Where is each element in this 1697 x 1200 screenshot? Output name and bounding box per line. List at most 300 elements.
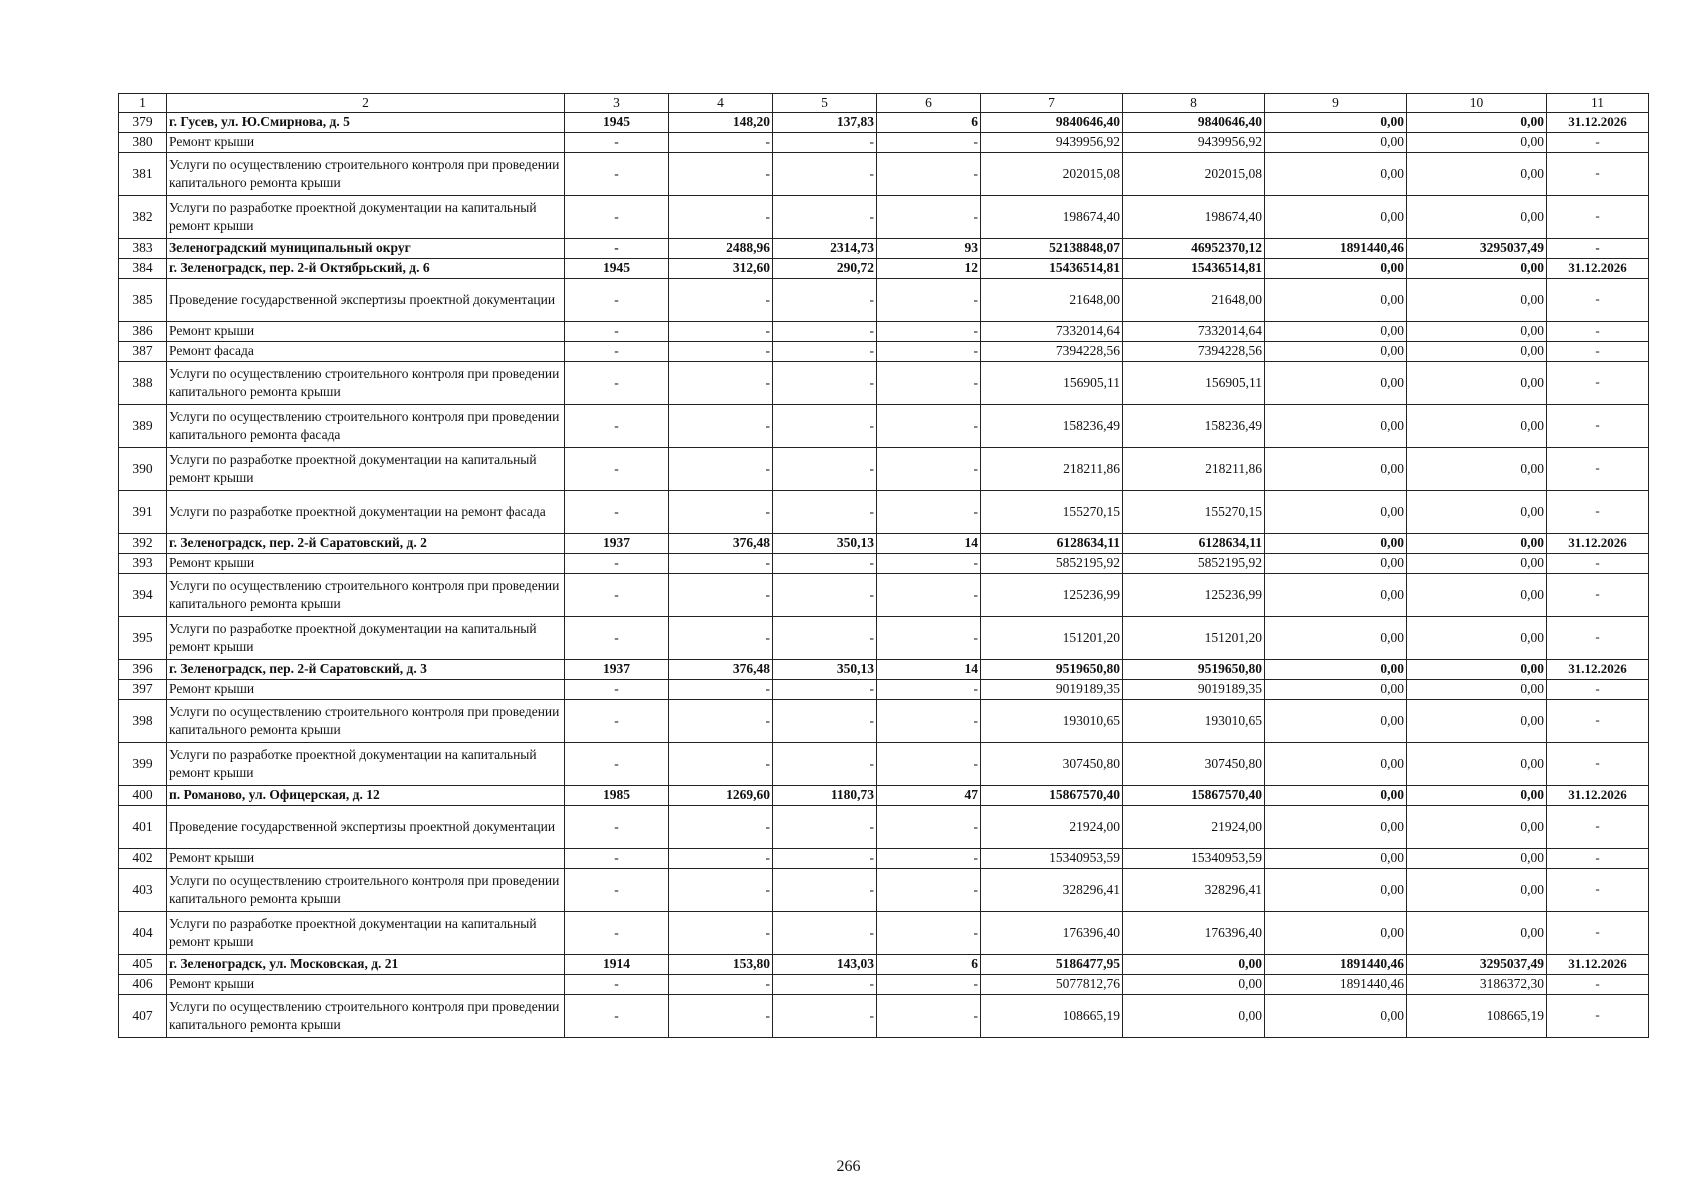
- area-living-cell: -: [773, 321, 877, 341]
- deadline-cell: -: [1547, 447, 1649, 490]
- cost-fund-cell: 151201,20: [1123, 616, 1265, 659]
- table-row: [119, 152, 1649, 195]
- column-header: 7: [981, 94, 1123, 113]
- residents-cell: -: [877, 974, 981, 994]
- cost-total-cell: 7394228,56: [981, 341, 1123, 361]
- cost-fund-cell: 7394228,56: [1123, 341, 1265, 361]
- work-name-cell: Услуги по осуществлению строительного контроля при проведении капитального ремонта крыши: [167, 868, 565, 911]
- deadline-cell: 31.12.2026: [1547, 659, 1649, 679]
- area-living-cell: -: [773, 341, 877, 361]
- work-name-cell: г. Зеленоградск, ул. Московская, д. 21: [167, 954, 565, 974]
- year-cell: 1937: [565, 533, 669, 553]
- cost-owners-cell: 3295037,49: [1407, 954, 1547, 974]
- area-total-cell: 312,60: [669, 258, 773, 278]
- table-row: [119, 659, 1649, 679]
- deadline-cell: -: [1547, 278, 1649, 321]
- area-living-cell: -: [773, 404, 877, 447]
- residents-cell: -: [877, 195, 981, 238]
- year-cell: -: [565, 278, 669, 321]
- table-row: [119, 132, 1649, 152]
- area-living-cell: -: [773, 868, 877, 911]
- row-number-cell: 389: [119, 404, 167, 447]
- cost-owners-cell: 0,00: [1407, 699, 1547, 742]
- area-total-cell: -: [669, 553, 773, 573]
- cost-budget-cell: 0,00: [1265, 911, 1407, 954]
- year-cell: -: [565, 195, 669, 238]
- area-total-cell: 376,48: [669, 659, 773, 679]
- work-name-cell: г. Зеленоградск, пер. 2-й Саратовский, д. 2: [167, 533, 565, 553]
- work-name-cell: Услуги по осуществлению строительного контроля при проведении капитального ремонта крыши: [167, 994, 565, 1037]
- cost-budget-cell: 0,00: [1265, 659, 1407, 679]
- area-living-cell: 350,13: [773, 659, 877, 679]
- cost-fund-cell: 156905,11: [1123, 361, 1265, 404]
- year-cell: -: [565, 238, 669, 258]
- table-row: [119, 258, 1649, 278]
- row-number-cell: 381: [119, 152, 167, 195]
- cost-owners-cell: 0,00: [1407, 805, 1547, 848]
- residents-cell: -: [877, 868, 981, 911]
- table-row: [119, 404, 1649, 447]
- cost-fund-cell: 9840646,40: [1123, 112, 1265, 132]
- area-living-cell: -: [773, 616, 877, 659]
- cost-total-cell: 5186477,95: [981, 954, 1123, 974]
- row-number-cell: 386: [119, 321, 167, 341]
- cost-owners-cell: 0,00: [1407, 278, 1547, 321]
- row-number-cell: 380: [119, 132, 167, 152]
- row-number-cell: 390: [119, 447, 167, 490]
- area-total-cell: -: [669, 152, 773, 195]
- cost-owners-cell: 0,00: [1407, 679, 1547, 699]
- cost-owners-cell: 0,00: [1407, 132, 1547, 152]
- residents-cell: -: [877, 911, 981, 954]
- row-number-cell: 400: [119, 785, 167, 805]
- cost-fund-cell: 21648,00: [1123, 278, 1265, 321]
- area-living-cell: -: [773, 974, 877, 994]
- cost-fund-cell: 0,00: [1123, 974, 1265, 994]
- residents-cell: -: [877, 553, 981, 573]
- cost-budget-cell: 0,00: [1265, 195, 1407, 238]
- year-cell: -: [565, 699, 669, 742]
- cost-budget-cell: 0,00: [1265, 447, 1407, 490]
- work-name-cell: г. Зеленоградск, пер. 2-й Октябрьский, д. 6: [167, 258, 565, 278]
- deadline-cell: -: [1547, 699, 1649, 742]
- area-living-cell: -: [773, 152, 877, 195]
- residents-cell: -: [877, 994, 981, 1037]
- deadline-cell: -: [1547, 911, 1649, 954]
- area-total-cell: -: [669, 742, 773, 785]
- column-header: 11: [1547, 94, 1649, 113]
- cost-budget-cell: 0,00: [1265, 616, 1407, 659]
- residents-cell: 14: [877, 533, 981, 553]
- work-name-cell: Проведение государственной экспертизы проектной документации: [167, 805, 565, 848]
- work-name-cell: п. Романово, ул. Офицерская, д. 12: [167, 785, 565, 805]
- work-name-cell: Ремонт крыши: [167, 974, 565, 994]
- cost-fund-cell: 15340953,59: [1123, 848, 1265, 868]
- cost-fund-cell: 193010,65: [1123, 699, 1265, 742]
- cost-total-cell: 9439956,92: [981, 132, 1123, 152]
- cost-owners-cell: 0,00: [1407, 195, 1547, 238]
- table-row: [119, 679, 1649, 699]
- residents-cell: -: [877, 699, 981, 742]
- year-cell: 1945: [565, 112, 669, 132]
- table-row: [119, 112, 1649, 132]
- table-row: [119, 974, 1649, 994]
- area-living-cell: -: [773, 490, 877, 533]
- cost-fund-cell: 0,00: [1123, 994, 1265, 1037]
- cost-owners-cell: 108665,19: [1407, 994, 1547, 1037]
- cost-total-cell: 5852195,92: [981, 553, 1123, 573]
- column-header: 5: [773, 94, 877, 113]
- deadline-cell: 31.12.2026: [1547, 954, 1649, 974]
- cost-total-cell: 125236,99: [981, 573, 1123, 616]
- work-name-cell: Услуги по разработке проектной документации на ремонт фасада: [167, 490, 565, 533]
- cost-fund-cell: 158236,49: [1123, 404, 1265, 447]
- year-cell: -: [565, 868, 669, 911]
- cost-budget-cell: 0,00: [1265, 361, 1407, 404]
- row-number-cell: 406: [119, 974, 167, 994]
- row-number-cell: 383: [119, 238, 167, 258]
- cost-total-cell: 52138848,07: [981, 238, 1123, 258]
- deadline-cell: -: [1547, 195, 1649, 238]
- work-name-cell: Ремонт крыши: [167, 132, 565, 152]
- row-number-cell: 391: [119, 490, 167, 533]
- cost-total-cell: 158236,49: [981, 404, 1123, 447]
- deadline-cell: -: [1547, 132, 1649, 152]
- work-name-cell: Зеленоградский муниципальный округ: [167, 238, 565, 258]
- table-row: [119, 321, 1649, 341]
- cost-budget-cell: 0,00: [1265, 553, 1407, 573]
- row-number-cell: 401: [119, 805, 167, 848]
- cost-owners-cell: 3186372,30: [1407, 974, 1547, 994]
- work-name-cell: Услуги по осуществлению строительного контроля при проведении капитального ремонта крыши: [167, 152, 565, 195]
- work-name-cell: Ремонт крыши: [167, 553, 565, 573]
- work-name-cell: г. Гусев, ул. Ю.Смирнова, д. 5: [167, 112, 565, 132]
- year-cell: -: [565, 911, 669, 954]
- residents-cell: 47: [877, 785, 981, 805]
- cost-fund-cell: 6128634,11: [1123, 533, 1265, 553]
- year-cell: -: [565, 848, 669, 868]
- area-total-cell: -: [669, 278, 773, 321]
- row-number-cell: 392: [119, 533, 167, 553]
- area-living-cell: 350,13: [773, 533, 877, 553]
- row-number-cell: 382: [119, 195, 167, 238]
- area-total-cell: -: [669, 679, 773, 699]
- deadline-cell: -: [1547, 321, 1649, 341]
- residents-cell: 12: [877, 258, 981, 278]
- cost-budget-cell: 0,00: [1265, 848, 1407, 868]
- residents-cell: -: [877, 490, 981, 533]
- area-living-cell: -: [773, 994, 877, 1037]
- work-name-cell: Ремонт фасада: [167, 341, 565, 361]
- area-living-cell: 1180,73: [773, 785, 877, 805]
- cost-total-cell: 151201,20: [981, 616, 1123, 659]
- cost-owners-cell: 0,00: [1407, 152, 1547, 195]
- cost-budget-cell: 0,00: [1265, 868, 1407, 911]
- deadline-cell: -: [1547, 679, 1649, 699]
- residents-cell: -: [877, 447, 981, 490]
- cost-fund-cell: 15436514,81: [1123, 258, 1265, 278]
- cost-fund-cell: 7332014,64: [1123, 321, 1265, 341]
- cost-fund-cell: 0,00: [1123, 954, 1265, 974]
- cost-fund-cell: 202015,08: [1123, 152, 1265, 195]
- area-living-cell: -: [773, 805, 877, 848]
- area-living-cell: -: [773, 848, 877, 868]
- area-total-cell: -: [669, 404, 773, 447]
- deadline-cell: -: [1547, 994, 1649, 1037]
- cost-budget-cell: 0,00: [1265, 321, 1407, 341]
- table-row: [119, 195, 1649, 238]
- table-row: [119, 785, 1649, 805]
- cost-fund-cell: 307450,80: [1123, 742, 1265, 785]
- cost-budget-cell: 0,00: [1265, 994, 1407, 1037]
- area-living-cell: 143,03: [773, 954, 877, 974]
- area-living-cell: -: [773, 742, 877, 785]
- cost-total-cell: 176396,40: [981, 911, 1123, 954]
- cost-budget-cell: 0,00: [1265, 152, 1407, 195]
- cost-total-cell: 202015,08: [981, 152, 1123, 195]
- cost-total-cell: 108665,19: [981, 994, 1123, 1037]
- cost-fund-cell: 328296,41: [1123, 868, 1265, 911]
- cost-owners-cell: 0,00: [1407, 573, 1547, 616]
- cost-budget-cell: 0,00: [1265, 533, 1407, 553]
- cost-fund-cell: 218211,86: [1123, 447, 1265, 490]
- area-total-cell: -: [669, 848, 773, 868]
- row-number-cell: 384: [119, 258, 167, 278]
- column-header: 10: [1407, 94, 1547, 113]
- cost-owners-cell: 0,00: [1407, 321, 1547, 341]
- year-cell: -: [565, 447, 669, 490]
- cost-owners-cell: 0,00: [1407, 361, 1547, 404]
- deadline-cell: -: [1547, 868, 1649, 911]
- year-cell: 1937: [565, 659, 669, 679]
- area-living-cell: -: [773, 699, 877, 742]
- year-cell: -: [565, 742, 669, 785]
- cost-total-cell: 15340953,59: [981, 848, 1123, 868]
- cost-fund-cell: 125236,99: [1123, 573, 1265, 616]
- cost-budget-cell: 0,00: [1265, 404, 1407, 447]
- page-number: 266: [836, 1158, 861, 1175]
- cost-budget-cell: 1891440,46: [1265, 974, 1407, 994]
- cost-total-cell: 15436514,81: [981, 258, 1123, 278]
- work-name-cell: Проведение государственной экспертизы проектной документации: [167, 278, 565, 321]
- column-header: 1: [119, 94, 167, 113]
- cost-fund-cell: 9519650,80: [1123, 659, 1265, 679]
- area-total-cell: -: [669, 911, 773, 954]
- area-living-cell: 290,72: [773, 258, 877, 278]
- work-plan-table: [118, 93, 1649, 1038]
- area-total-cell: -: [669, 447, 773, 490]
- year-cell: -: [565, 679, 669, 699]
- cost-owners-cell: 0,00: [1407, 848, 1547, 868]
- cost-budget-cell: 0,00: [1265, 785, 1407, 805]
- year-cell: -: [565, 361, 669, 404]
- cost-budget-cell: 0,00: [1265, 573, 1407, 616]
- row-number-cell: 393: [119, 553, 167, 573]
- deadline-cell: -: [1547, 616, 1649, 659]
- area-living-cell: -: [773, 361, 877, 404]
- residents-cell: -: [877, 152, 981, 195]
- cost-budget-cell: 0,00: [1265, 490, 1407, 533]
- area-total-cell: 376,48: [669, 533, 773, 553]
- row-number-cell: 388: [119, 361, 167, 404]
- row-number-cell: 407: [119, 994, 167, 1037]
- cost-total-cell: 15867570,40: [981, 785, 1123, 805]
- cost-owners-cell: 0,00: [1407, 616, 1547, 659]
- cost-total-cell: 5077812,76: [981, 974, 1123, 994]
- cost-budget-cell: 0,00: [1265, 341, 1407, 361]
- cost-total-cell: 193010,65: [981, 699, 1123, 742]
- residents-cell: 6: [877, 954, 981, 974]
- work-name-cell: Услуги по разработке проектной документации на капитальный ремонт крыши: [167, 616, 565, 659]
- area-total-cell: 153,80: [669, 954, 773, 974]
- cost-budget-cell: 1891440,46: [1265, 954, 1407, 974]
- cost-total-cell: 9840646,40: [981, 112, 1123, 132]
- area-living-cell: -: [773, 278, 877, 321]
- cost-total-cell: 21648,00: [981, 278, 1123, 321]
- table-row: [119, 238, 1649, 258]
- year-cell: 1985: [565, 785, 669, 805]
- header-row: [119, 94, 1649, 113]
- cost-total-cell: 7332014,64: [981, 321, 1123, 341]
- area-total-cell: -: [669, 490, 773, 533]
- work-name-cell: Услуги по осуществлению строительного контроля при проведении капитального ремонта крыши: [167, 361, 565, 404]
- row-number-cell: 404: [119, 911, 167, 954]
- row-number-cell: 403: [119, 868, 167, 911]
- cost-owners-cell: 0,00: [1407, 533, 1547, 553]
- cost-total-cell: 198674,40: [981, 195, 1123, 238]
- year-cell: -: [565, 490, 669, 533]
- table-row: [119, 490, 1649, 533]
- residents-cell: 93: [877, 238, 981, 258]
- cost-total-cell: 6128634,11: [981, 533, 1123, 553]
- cost-budget-cell: 0,00: [1265, 805, 1407, 848]
- cost-budget-cell: 0,00: [1265, 699, 1407, 742]
- cost-owners-cell: 0,00: [1407, 490, 1547, 533]
- cost-fund-cell: 21924,00: [1123, 805, 1265, 848]
- table-row: [119, 954, 1649, 974]
- year-cell: -: [565, 152, 669, 195]
- residents-cell: 6: [877, 112, 981, 132]
- column-header: 8: [1123, 94, 1265, 113]
- work-name-cell: Ремонт крыши: [167, 848, 565, 868]
- work-name-cell: Ремонт крыши: [167, 321, 565, 341]
- row-number-cell: 387: [119, 341, 167, 361]
- year-cell: -: [565, 573, 669, 616]
- cost-owners-cell: 0,00: [1407, 659, 1547, 679]
- cost-owners-cell: 0,00: [1407, 341, 1547, 361]
- cost-total-cell: 9519650,80: [981, 659, 1123, 679]
- table-row: [119, 994, 1649, 1037]
- row-number-cell: 399: [119, 742, 167, 785]
- cost-fund-cell: 176396,40: [1123, 911, 1265, 954]
- row-number-cell: 395: [119, 616, 167, 659]
- deadline-cell: -: [1547, 152, 1649, 195]
- row-number-cell: 405: [119, 954, 167, 974]
- row-number-cell: 394: [119, 573, 167, 616]
- year-cell: -: [565, 321, 669, 341]
- deadline-cell: -: [1547, 238, 1649, 258]
- area-living-cell: -: [773, 573, 877, 616]
- column-header: 9: [1265, 94, 1407, 113]
- area-total-cell: -: [669, 195, 773, 238]
- residents-cell: -: [877, 341, 981, 361]
- column-header: 3: [565, 94, 669, 113]
- work-name-cell: Услуги по разработке проектной документации на капитальный ремонт крыши: [167, 911, 565, 954]
- cost-total-cell: 9019189,35: [981, 679, 1123, 699]
- year-cell: -: [565, 805, 669, 848]
- area-living-cell: -: [773, 195, 877, 238]
- area-total-cell: -: [669, 868, 773, 911]
- row-number-cell: 379: [119, 112, 167, 132]
- area-total-cell: -: [669, 805, 773, 848]
- year-cell: 1914: [565, 954, 669, 974]
- cost-owners-cell: 0,00: [1407, 258, 1547, 278]
- deadline-cell: -: [1547, 573, 1649, 616]
- deadline-cell: -: [1547, 848, 1649, 868]
- area-total-cell: 148,20: [669, 112, 773, 132]
- work-name-cell: г. Зеленоградск, пер. 2-й Саратовский, д. 3: [167, 659, 565, 679]
- cost-owners-cell: 0,00: [1407, 553, 1547, 573]
- residents-cell: 14: [877, 659, 981, 679]
- work-name-cell: Услуги по разработке проектной документации на капитальный ремонт крыши: [167, 742, 565, 785]
- deadline-cell: -: [1547, 341, 1649, 361]
- cost-budget-cell: 0,00: [1265, 132, 1407, 152]
- cost-owners-cell: 0,00: [1407, 404, 1547, 447]
- area-total-cell: -: [669, 699, 773, 742]
- residents-cell: -: [877, 132, 981, 152]
- cost-budget-cell: 0,00: [1265, 742, 1407, 785]
- deadline-cell: 31.12.2026: [1547, 533, 1649, 553]
- cost-fund-cell: 9439956,92: [1123, 132, 1265, 152]
- column-header: 6: [877, 94, 981, 113]
- deadline-cell: -: [1547, 742, 1649, 785]
- work-name-cell: Ремонт крыши: [167, 679, 565, 699]
- cost-fund-cell: 46952370,12: [1123, 238, 1265, 258]
- area-total-cell: -: [669, 974, 773, 994]
- table-row: [119, 361, 1649, 404]
- cost-total-cell: 21924,00: [981, 805, 1123, 848]
- residents-cell: -: [877, 278, 981, 321]
- cost-fund-cell: 9019189,35: [1123, 679, 1265, 699]
- year-cell: -: [565, 404, 669, 447]
- table-row: [119, 616, 1649, 659]
- cost-budget-cell: 1891440,46: [1265, 238, 1407, 258]
- cost-total-cell: 328296,41: [981, 868, 1123, 911]
- table-row: [119, 699, 1649, 742]
- area-total-cell: -: [669, 573, 773, 616]
- residents-cell: -: [877, 805, 981, 848]
- cost-total-cell: 218211,86: [981, 447, 1123, 490]
- cost-fund-cell: 198674,40: [1123, 195, 1265, 238]
- work-name-cell: Услуги по осуществлению строительного контроля при проведении капитального ремонта крыши: [167, 699, 565, 742]
- residents-cell: -: [877, 742, 981, 785]
- area-total-cell: 2488,96: [669, 238, 773, 258]
- residents-cell: -: [877, 573, 981, 616]
- area-living-cell: 137,83: [773, 112, 877, 132]
- table-row: [119, 341, 1649, 361]
- area-living-cell: 2314,73: [773, 238, 877, 258]
- cost-fund-cell: 155270,15: [1123, 490, 1265, 533]
- residents-cell: -: [877, 404, 981, 447]
- deadline-cell: 31.12.2026: [1547, 785, 1649, 805]
- cost-budget-cell: 0,00: [1265, 112, 1407, 132]
- area-living-cell: -: [773, 447, 877, 490]
- work-name-cell: Услуги по осуществлению строительного контроля при проведении капитального ремонта крыши: [167, 573, 565, 616]
- cost-budget-cell: 0,00: [1265, 258, 1407, 278]
- deadline-cell: -: [1547, 805, 1649, 848]
- residents-cell: -: [877, 361, 981, 404]
- table-row: [119, 911, 1649, 954]
